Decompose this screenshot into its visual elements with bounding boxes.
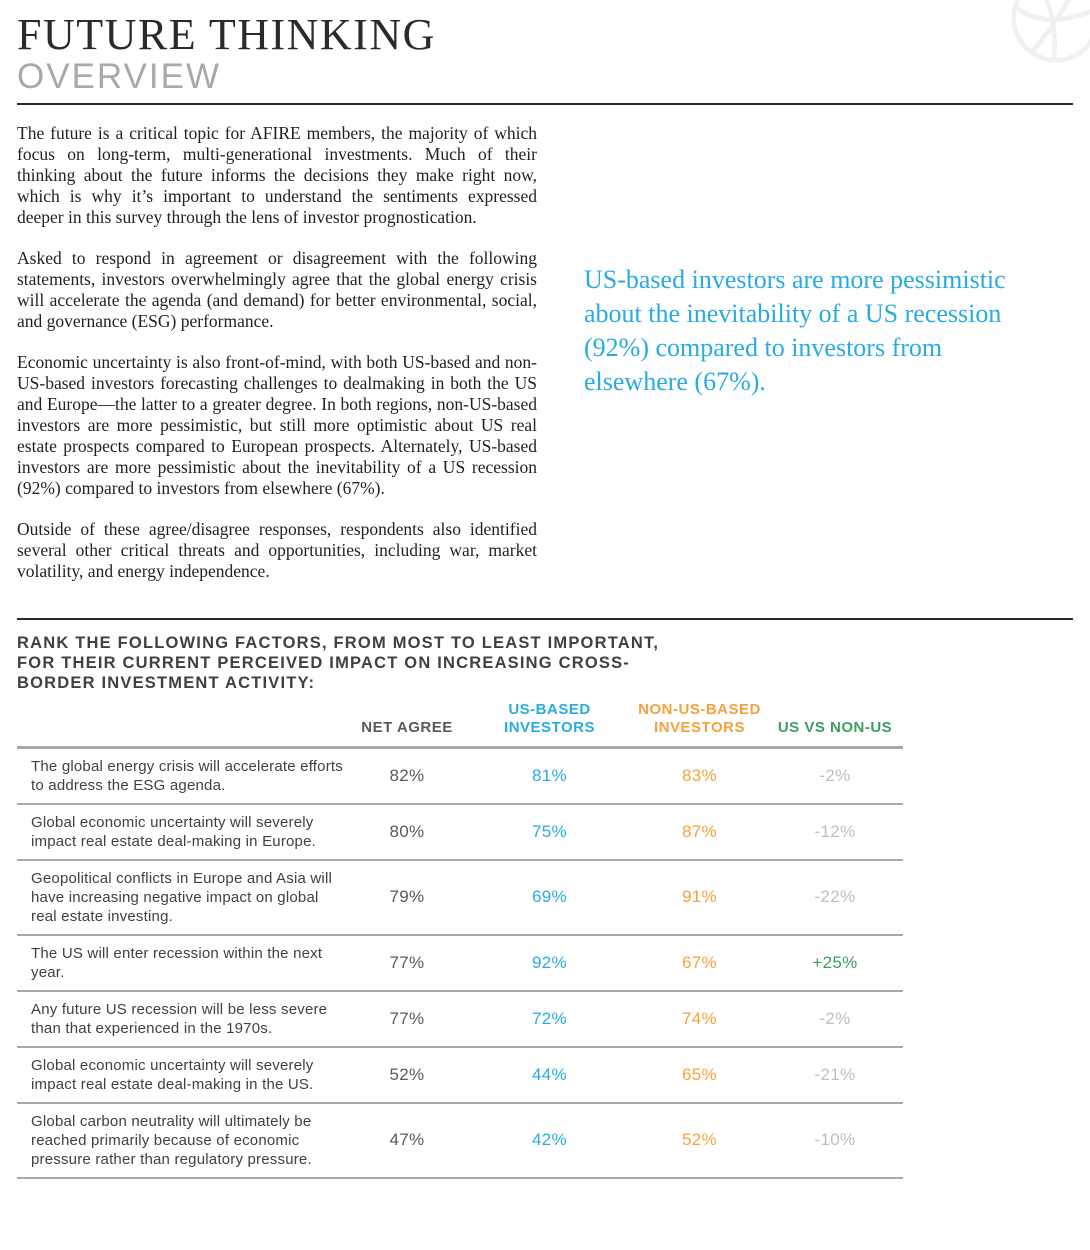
non-us-based-cell: 87% — [682, 821, 717, 841]
paragraph-2: Asked to respond in agreement or disagreement with the following statements, investors overwhelmingly agree that the global energy crisis will accelerate the agenda (and demand) for better environmental, social, and governance (ESG) performance. — [17, 247, 537, 331]
us-based-column-header: US-BASED INVESTORS — [504, 700, 595, 736]
us-vs-non-us-cell: -22% — [814, 887, 856, 907]
statement-cell: Global economic uncertainty will severely impact real estate deal-making in the US. — [31, 1056, 314, 1093]
us-based-cell: 42% — [532, 1130, 567, 1150]
table-row — [17, 1104, 903, 1179]
table-row — [17, 1048, 903, 1104]
header-divider — [17, 103, 1073, 105]
section-divider — [17, 618, 1073, 620]
us-based-cell: 75% — [532, 821, 567, 841]
non-us-based-cell: 83% — [682, 765, 717, 785]
table-row — [17, 749, 903, 805]
us-based-cell: 69% — [532, 887, 567, 907]
rank-table — [17, 701, 903, 1179]
statement-cell: Global carbon neutrality will ultimately be reached primarily because of economic pressure rather than regulatory pressure. — [31, 1112, 312, 1168]
table-row — [17, 861, 903, 936]
non-us-based-cell: 67% — [682, 952, 717, 972]
paragraph-3: Economic uncertainty is also front-of-mind, with both US-based and non-US-based investors forecasting challenges to dealmaking in both the US and Europe—the latter to a greater degree. In both regions, non-US-based investors are more pessimistic, but still more optimistic about US real estate prospects compared to European prospects. Alternately, US-based investors are more pessimistic about the inevitability of a US recession (92%) compared to investors from elsewhere (67%). — [17, 351, 537, 498]
article-body — [0, 105, 1090, 582]
non-us-based-cell: 65% — [682, 1064, 717, 1084]
us-based-cell: 72% — [532, 1008, 567, 1028]
non-us-based-cell: 52% — [682, 1130, 717, 1150]
statement-cell: Geopolitical conflicts in Europe and Asia will have increasing negative impact on global real estate investing. — [31, 869, 333, 925]
us-vs-non-us-cell: -2% — [819, 1008, 851, 1028]
page-subtitle: OVERVIEW — [17, 56, 222, 96]
non-us-based-column-header: NON-US-BASED INVESTORS — [638, 700, 761, 736]
rank-factors-section — [17, 618, 1073, 1179]
pull-quote: US-based investors are more pessimistic about the inevitability of a US recession (92%) compared to investors from elsewhere (67%). — [584, 264, 1006, 396]
net-agree-cell: 77% — [389, 1008, 425, 1028]
net-agree-cell: 80% — [389, 821, 425, 841]
table-row — [17, 992, 903, 1048]
net-agree-cell: 77% — [389, 952, 425, 972]
section-heading: RANK THE FOLLOWING FACTORS, FROM MOST TO LEAST IMPORTANT, FOR THEIR CURRENT PERCEIVED IMPACT ON INCREASING CROSS-BORDER INVESTMENT ACTIVITY: — [17, 633, 660, 692]
paragraph-1: The future is a critical topic for AFIRE members, the majority of which focus on long-term, multi-generational investments. Much of their thinking about the future informs the decisions they make right now, which is why it’s important to understand the sentiments expressed deeper in this survey through the lens of investor prognostication. — [17, 122, 537, 227]
afire-emblem-watermark-icon — [1008, 0, 1090, 66]
us-vs-non-us-cell: +25% — [812, 952, 858, 972]
us-vs-non-us-cell: -2% — [819, 765, 851, 785]
us-based-cell: 92% — [532, 952, 567, 972]
page-header — [0, 0, 1090, 105]
pull-quote-column — [537, 123, 1073, 582]
paragraph-4: Outside of these agree/disagree responses, respondents also identified several other critical threats and opportunities, including war, market volatility, and energy independence. — [17, 518, 537, 581]
us-vs-non-us-cell: -10% — [814, 1130, 856, 1150]
non-us-based-cell: 74% — [682, 1008, 717, 1028]
table-row — [17, 936, 903, 992]
article-text-column — [17, 123, 537, 582]
net-agree-cell: 79% — [389, 887, 425, 907]
page-title: FUTURE THINKING — [17, 10, 436, 59]
statement-cell: The global energy crisis will accelerate efforts to address the ESG agenda. — [31, 757, 343, 794]
table-header-row — [17, 701, 903, 749]
non-us-based-cell: 91% — [682, 887, 717, 907]
us-vs-non-us-column-header: US VS NON-US — [777, 718, 893, 736]
us-vs-non-us-cell: -12% — [814, 821, 856, 841]
us-based-cell: 44% — [532, 1064, 567, 1084]
us-based-cell: 81% — [532, 765, 567, 785]
statement-cell: Any future US recession will be less severe than that experienced in the 1970s. — [31, 1000, 328, 1037]
statement-cell: Global economic uncertainty will severely impact real estate deal-making in Europe. — [31, 813, 317, 850]
us-vs-non-us-cell: -21% — [814, 1064, 856, 1084]
net-agree-cell: 47% — [389, 1130, 425, 1150]
table-row — [17, 805, 903, 861]
net-agree-cell: 52% — [389, 1064, 425, 1084]
net-agree-column-header: NET AGREE — [361, 718, 453, 736]
net-agree-cell: 82% — [389, 765, 425, 785]
statement-cell: The US will enter recession within the next year. — [31, 944, 323, 981]
